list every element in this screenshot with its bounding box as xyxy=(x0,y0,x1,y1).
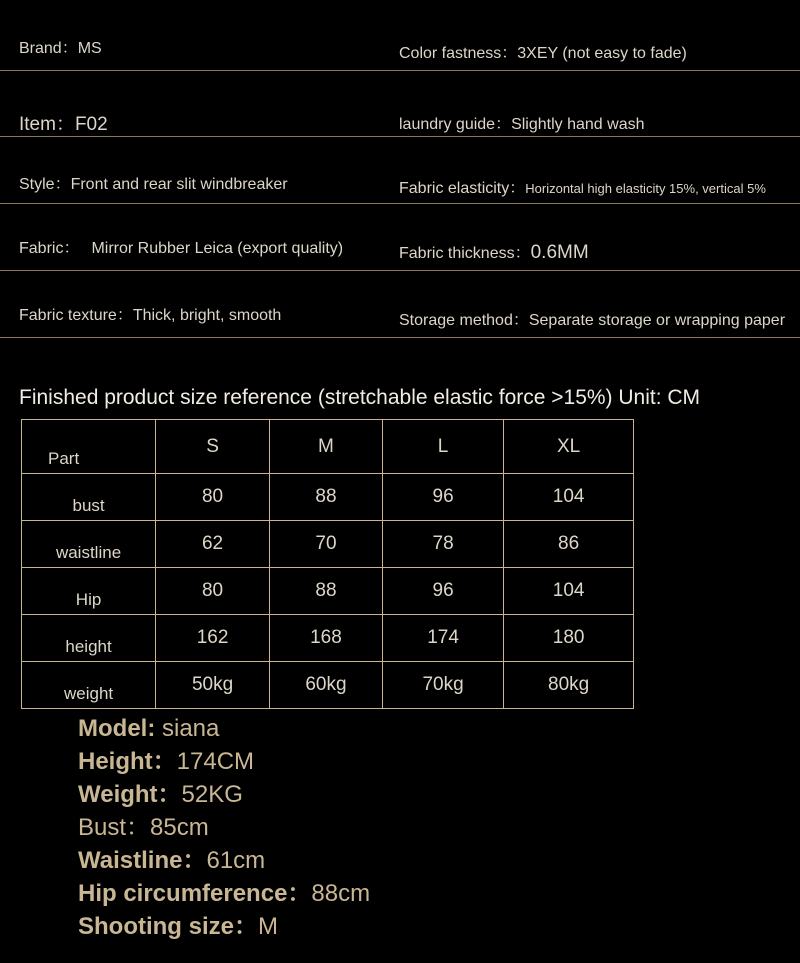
size-table-title: Finished product size reference (stretchable elastic force >15%) Unit: CM xyxy=(19,386,701,409)
model-shooting-size-line xyxy=(78,910,370,943)
storage-method-label: Storage method： xyxy=(399,312,529,329)
table-cell: 80 xyxy=(156,568,270,615)
model-info xyxy=(78,712,370,943)
table-cell: 86 xyxy=(504,521,634,568)
storage-method-value: Separate storage or wrapping paper xyxy=(528,312,786,329)
table-cell: 88 xyxy=(269,474,382,521)
laundry-guide-field xyxy=(399,111,645,134)
model-name-label: Model: xyxy=(78,715,156,742)
size-table xyxy=(21,419,634,709)
row-label-waistline: waistline xyxy=(22,521,156,568)
table-cell: 80 xyxy=(156,474,270,521)
style-field xyxy=(19,171,288,194)
table-row xyxy=(22,662,634,709)
model-hip-line xyxy=(78,877,370,910)
model-shooting-size-value: M xyxy=(258,913,278,940)
fabric-thickness-value: 0.6MM xyxy=(530,242,589,263)
color-fastness-field xyxy=(399,40,687,63)
model-hip-value: 88cm xyxy=(311,880,371,907)
fabric-thickness-field xyxy=(399,240,589,264)
laundry-guide-label: laundry guide： xyxy=(399,116,512,133)
spec-row-style xyxy=(0,137,800,204)
item-value: F02 xyxy=(74,114,108,135)
size-table-header-row xyxy=(22,420,634,474)
table-row xyxy=(22,521,634,568)
model-height-value: 174CM xyxy=(176,748,255,775)
model-bust-value: 85cm xyxy=(150,814,209,841)
brand-field xyxy=(19,35,102,58)
table-cell: 62 xyxy=(156,521,270,568)
table-cell: 168 xyxy=(269,615,382,662)
model-bust-line xyxy=(78,811,370,844)
table-cell: 50kg xyxy=(156,662,270,709)
fabric-texture-value: Thick, bright, smooth xyxy=(132,307,282,324)
model-name-line xyxy=(78,712,370,745)
row-label-weight: weight xyxy=(22,662,156,709)
table-cell: 180 xyxy=(504,615,634,662)
table-cell: 104 xyxy=(504,568,634,615)
table-row xyxy=(22,474,634,521)
spec-row-texture xyxy=(0,271,800,338)
brand-value: MS xyxy=(77,40,102,57)
model-height-line xyxy=(78,745,370,778)
table-cell: 104 xyxy=(504,474,634,521)
color-fastness-value: 3XEY (not easy to fade) xyxy=(517,45,687,62)
model-hip-label: Hip circumference： xyxy=(78,880,312,907)
row-label-height: height xyxy=(22,615,156,662)
spec-row-brand xyxy=(0,0,800,71)
model-weight-label: Weight： xyxy=(78,781,182,808)
table-cell: 88 xyxy=(269,568,382,615)
fabric-texture-label: Fabric texture： xyxy=(19,307,133,324)
table-cell: 60kg xyxy=(269,662,382,709)
laundry-guide-value: Slightly hand wash xyxy=(511,116,645,133)
style-label: Style： xyxy=(19,176,71,193)
table-cell: 96 xyxy=(382,474,503,521)
table-cell: 96 xyxy=(382,568,503,615)
model-weight-line xyxy=(78,778,370,811)
table-cell: 78 xyxy=(382,521,503,568)
storage-method-field xyxy=(399,307,785,330)
fabric-label: Fabric： xyxy=(19,240,80,257)
table-row xyxy=(22,568,634,615)
header-part: Part xyxy=(22,420,156,474)
fabric-elasticity-value: Horizontal high elasticity 15%, vertical 5% xyxy=(525,181,766,196)
product-spec-list xyxy=(0,0,800,338)
header-size-l: L xyxy=(382,420,503,474)
header-size-m: M xyxy=(269,420,382,474)
item-label: Item： xyxy=(19,114,75,135)
model-shooting-size-label: Shooting size： xyxy=(78,913,258,940)
table-cell: 80kg xyxy=(504,662,634,709)
row-label-bust: bust xyxy=(22,474,156,521)
model-waistline-value: 61cm xyxy=(206,847,266,874)
fabric-elasticity-label: Fabric elasticity： xyxy=(399,180,526,197)
model-bust-label: Bust： xyxy=(78,814,151,841)
model-height-label: Height： xyxy=(78,748,177,775)
model-waistline-line xyxy=(78,844,370,877)
fabric-texture-field xyxy=(19,302,281,325)
header-size-s: S xyxy=(156,420,270,474)
table-cell: 162 xyxy=(156,615,270,662)
style-value: Front and rear slit windbreaker xyxy=(70,176,288,193)
fabric-value: Mirror Rubber Leica (export quality) xyxy=(91,240,344,257)
table-cell: 174 xyxy=(382,615,503,662)
table-cell: 70kg xyxy=(382,662,503,709)
fabric-elasticity-field xyxy=(399,175,766,198)
table-row xyxy=(22,615,634,662)
color-fastness-label: Color fastness： xyxy=(399,45,518,62)
brand-label: Brand： xyxy=(19,40,78,57)
item-field xyxy=(19,109,108,136)
model-weight-value: 52KG xyxy=(181,781,243,808)
table-cell: 70 xyxy=(269,521,382,568)
model-waistline-label: Waistline： xyxy=(78,847,207,874)
spec-row-item xyxy=(0,71,800,137)
row-label-hip: Hip xyxy=(22,568,156,615)
fabric-field xyxy=(19,235,343,258)
model-name-value: siana xyxy=(162,715,220,742)
header-size-xl: XL xyxy=(504,420,634,474)
spec-row-fabric xyxy=(0,204,800,271)
fabric-thickness-label: Fabric thickness： xyxy=(399,245,531,262)
